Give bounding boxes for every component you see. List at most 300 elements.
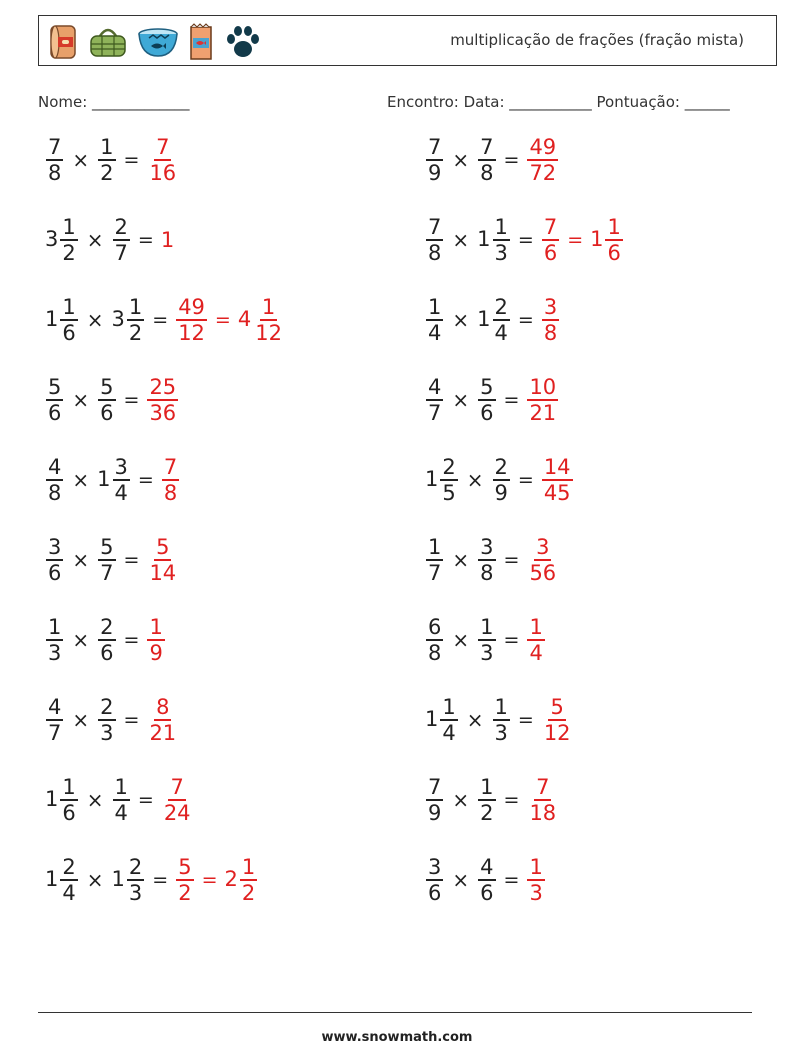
- numerator: 1: [494, 215, 508, 239]
- mixed-number: [425, 135, 444, 185]
- answer: [224, 855, 258, 905]
- denominator: 6: [62, 321, 76, 345]
- mixed-number: [477, 535, 496, 585]
- answer: [526, 855, 545, 905]
- fraction: [147, 535, 178, 585]
- denominator: 4: [442, 721, 456, 745]
- equals-sign: =: [201, 869, 218, 891]
- denominator: 9: [428, 161, 442, 185]
- fraction: [527, 615, 544, 665]
- denominator: 2: [100, 161, 114, 185]
- fraction: [542, 455, 573, 505]
- denominator: 4: [62, 881, 76, 905]
- answer: [146, 375, 179, 425]
- whole-part: 3: [45, 227, 59, 251]
- denominator: 3: [48, 641, 62, 665]
- numerator: 2: [494, 455, 508, 479]
- problem-4: [425, 210, 624, 270]
- mixed-number: [425, 615, 444, 665]
- whole-part: 1: [45, 867, 59, 891]
- numerator: 7: [170, 775, 184, 799]
- fraction: [605, 215, 622, 265]
- denominator: 6: [480, 401, 494, 425]
- fraction: [46, 455, 63, 505]
- denominator: 14: [149, 561, 177, 585]
- fraction: [253, 295, 284, 345]
- equals-sign: =: [137, 469, 154, 491]
- mixed-number: [492, 455, 511, 505]
- equals-sign: =: [503, 549, 520, 571]
- denominator: 18: [529, 801, 557, 825]
- times-sign: ×: [72, 628, 90, 652]
- answer: [526, 535, 559, 585]
- denominator: 5: [442, 481, 456, 505]
- answer: [238, 295, 285, 345]
- numerator: 2: [62, 855, 76, 879]
- answer: [146, 615, 165, 665]
- fraction: [46, 695, 63, 745]
- mixed-number: [45, 615, 64, 665]
- numerator: 5: [100, 535, 114, 559]
- numerator: 1: [62, 775, 76, 799]
- mixed-number: [97, 455, 131, 505]
- equals-sign: =: [123, 709, 140, 731]
- mixed-number: [45, 135, 64, 185]
- problem-17: [45, 770, 194, 830]
- fraction: [478, 775, 495, 825]
- fraction: [493, 455, 510, 505]
- fraction: [46, 535, 63, 585]
- fraction: [162, 775, 193, 825]
- fraction: [426, 135, 443, 185]
- answer: [590, 215, 624, 265]
- fraction: [426, 295, 443, 345]
- whole-part: 1: [425, 467, 439, 491]
- denominator: 3: [128, 881, 143, 905]
- numerator: 6: [428, 615, 442, 639]
- times-sign: ×: [452, 628, 470, 652]
- denominator: 8: [428, 641, 442, 665]
- numerator: 2: [100, 615, 114, 639]
- mixed-number: [425, 215, 444, 265]
- denominator: 3: [529, 881, 543, 905]
- equals-sign: =: [517, 469, 534, 491]
- denominator: 24: [163, 801, 191, 825]
- mixed-number: [45, 535, 64, 585]
- numerator: 3: [543, 295, 558, 319]
- denominator: 6: [428, 881, 442, 905]
- numerator: 1: [480, 615, 494, 639]
- fraction: [147, 695, 178, 745]
- equals-sign: =: [503, 389, 520, 411]
- numerator: 1: [261, 295, 276, 319]
- answer: [161, 775, 194, 825]
- numerator: 49: [529, 135, 557, 159]
- denominator: 6: [543, 241, 558, 265]
- footer-divider: [38, 1012, 752, 1013]
- denominator: 3: [494, 721, 508, 745]
- equals-sign: =: [123, 149, 140, 171]
- whole-part: 1: [97, 467, 111, 491]
- times-sign: ×: [452, 868, 470, 892]
- numerator: 3: [480, 535, 494, 559]
- times-sign: ×: [72, 148, 90, 172]
- answer: [146, 695, 179, 745]
- times-sign: ×: [452, 148, 470, 172]
- denominator: 6: [100, 641, 114, 665]
- equals-sign: =: [214, 309, 231, 331]
- fraction: [98, 615, 115, 665]
- denominator: 6: [607, 241, 621, 265]
- denominator: 4: [428, 321, 442, 345]
- numerator: 1: [529, 855, 543, 879]
- answer: [161, 455, 180, 505]
- mixed-number: [425, 455, 459, 505]
- denominator: 8: [428, 241, 442, 265]
- denominator: 4: [114, 801, 128, 825]
- mixed-number: [477, 215, 511, 265]
- fraction: [440, 695, 457, 745]
- denominator: 6: [100, 401, 114, 425]
- fraction: [127, 855, 144, 905]
- fraction: [46, 135, 63, 185]
- mixed-number: [112, 775, 131, 825]
- mixed-number: [112, 215, 131, 265]
- denominator: 8: [480, 561, 494, 585]
- numerator: 5: [480, 375, 494, 399]
- fraction: [542, 215, 559, 265]
- fraction: [147, 135, 178, 185]
- equals-sign: =: [123, 629, 140, 651]
- mixed-number: [45, 455, 64, 505]
- problem-7: [45, 370, 179, 430]
- problem-9: [45, 450, 180, 510]
- numerator: 2: [128, 855, 143, 879]
- problem-16: [425, 690, 574, 750]
- fraction: [46, 375, 63, 425]
- denominator: 6: [480, 881, 494, 905]
- numerator: 2: [494, 295, 508, 319]
- fraction: [478, 535, 495, 585]
- answer: [526, 775, 559, 825]
- mixed-number: [477, 135, 496, 185]
- mixed-number: [45, 295, 79, 345]
- numerator: 1: [149, 615, 163, 639]
- fraction: [98, 375, 115, 425]
- equals-sign: =: [503, 869, 520, 891]
- fraction: [527, 135, 558, 185]
- mixed-number: [425, 695, 459, 745]
- fraction: [60, 295, 77, 345]
- denominator: 4: [494, 321, 508, 345]
- worksheet-title: multiplicação de frações (fração mista): [450, 31, 744, 49]
- numerator: 1: [607, 215, 621, 239]
- numerator: 1: [442, 695, 456, 719]
- answer: [541, 695, 574, 745]
- denominator: 7: [100, 561, 114, 585]
- times-sign: ×: [86, 308, 104, 332]
- fraction: [240, 855, 257, 905]
- denominator: 6: [62, 801, 76, 825]
- denominator: 2: [128, 321, 143, 345]
- mixed-number: [477, 775, 496, 825]
- mixed-number: [45, 695, 64, 745]
- times-sign: ×: [466, 708, 484, 732]
- times-sign: ×: [86, 788, 104, 812]
- answer: [526, 375, 559, 425]
- fraction: [426, 855, 443, 905]
- numerator: 3: [114, 455, 128, 479]
- problem-20: [425, 850, 546, 910]
- times-sign: ×: [466, 468, 484, 492]
- mixed-number: [425, 775, 444, 825]
- mixed-number: [45, 775, 79, 825]
- denominator: 56: [529, 561, 557, 585]
- basket-icon: [88, 24, 128, 60]
- mixed-number: [97, 695, 116, 745]
- times-sign: ×: [86, 868, 104, 892]
- fraction: [98, 535, 115, 585]
- numerator: 7: [480, 135, 494, 159]
- fraction: [113, 455, 130, 505]
- fraction: [527, 535, 558, 585]
- mixed-number: [425, 855, 444, 905]
- whole-part: 1: [425, 707, 439, 731]
- mixed-number: [425, 375, 444, 425]
- numerator: 10: [529, 375, 557, 399]
- numerator: 25: [149, 375, 177, 399]
- equals-sign: =: [123, 549, 140, 571]
- fraction: [478, 135, 495, 185]
- answer: [541, 455, 574, 505]
- numerator: 49: [178, 295, 205, 319]
- numerator: 1: [494, 695, 508, 719]
- times-sign: ×: [72, 548, 90, 572]
- header-box: [38, 15, 777, 66]
- problem-6: [425, 290, 560, 350]
- denominator: 2: [480, 801, 494, 825]
- fraction: [98, 135, 115, 185]
- answer: [526, 615, 545, 665]
- equals-sign: =: [517, 709, 534, 731]
- numerator: 4: [428, 375, 442, 399]
- denominator: 12: [543, 721, 571, 745]
- denominator: 2: [178, 881, 192, 905]
- mixed-number: [425, 535, 444, 585]
- numerator: 8: [156, 695, 170, 719]
- denominator: 72: [529, 161, 557, 185]
- equals-sign: =: [517, 309, 534, 331]
- answer: [175, 855, 194, 905]
- numerator: 3: [536, 535, 550, 559]
- fraction: [60, 855, 77, 905]
- equals-sign: =: [137, 789, 154, 811]
- problem-11: [45, 530, 179, 590]
- equals-sign: =: [567, 229, 584, 251]
- denominator: 8: [48, 161, 62, 185]
- denominator: 21: [149, 721, 177, 745]
- fraction: [542, 295, 559, 345]
- mixed-number: [97, 615, 116, 665]
- denominator: 45: [543, 481, 571, 505]
- numerator: 2: [114, 215, 128, 239]
- fraction: [113, 215, 130, 265]
- fraction: [176, 855, 193, 905]
- fraction: [542, 695, 573, 745]
- fraction: [98, 695, 115, 745]
- numerator: 4: [48, 455, 62, 479]
- whole-part: 1: [45, 787, 59, 811]
- equals-sign: =: [517, 229, 534, 251]
- problem-18: [425, 770, 559, 830]
- mixed-number: [477, 295, 511, 345]
- problem-19: [45, 850, 258, 910]
- denominator: 7: [428, 401, 442, 425]
- mixed-number: [477, 615, 496, 665]
- mixed-number: [425, 295, 444, 345]
- numerator: 5: [100, 375, 114, 399]
- whole-part: 1: [160, 228, 175, 252]
- numerator: 3: [48, 535, 62, 559]
- denominator: 12: [255, 321, 282, 345]
- fraction: [127, 295, 144, 345]
- footer-url: www.snowmath.com: [321, 1030, 473, 1045]
- denominator: 6: [48, 401, 62, 425]
- problem-1: [45, 130, 179, 190]
- answer: [146, 535, 179, 585]
- times-sign: ×: [452, 548, 470, 572]
- fish-bowl-icon: [137, 26, 179, 58]
- numerator: 7: [428, 215, 442, 239]
- fraction: [493, 295, 510, 345]
- fraction: [478, 375, 495, 425]
- equals-sign: =: [123, 389, 140, 411]
- whole-part: 1: [45, 307, 59, 331]
- answer: [161, 228, 175, 252]
- fraction: [176, 295, 207, 345]
- equals-sign: =: [503, 149, 520, 171]
- times-sign: ×: [452, 388, 470, 412]
- numerator: 7: [536, 775, 550, 799]
- times-sign: ×: [452, 308, 470, 332]
- fraction: [426, 215, 443, 265]
- denominator: 8: [163, 481, 178, 505]
- times-sign: ×: [72, 468, 90, 492]
- denominator: 8: [48, 481, 62, 505]
- name-field-label: Nome: _____________: [38, 93, 190, 111]
- denominator: 7: [48, 721, 62, 745]
- fraction: [493, 215, 510, 265]
- numerator: 4: [480, 855, 494, 879]
- numerator: 7: [163, 455, 178, 479]
- date-score-label: Encontro: Data: ___________ Pontuação: ______: [387, 93, 730, 111]
- numerator: 3: [428, 855, 442, 879]
- numerator: 7: [543, 215, 558, 239]
- times-sign: ×: [72, 388, 90, 412]
- denominator: 16: [149, 161, 177, 185]
- numerator: 2: [442, 455, 456, 479]
- fraction: [527, 375, 558, 425]
- sausage-can-icon: [47, 23, 79, 61]
- denominator: 2: [241, 881, 256, 905]
- paw-print-icon: [223, 24, 263, 60]
- denominator: 12: [178, 321, 205, 345]
- numerator: 1: [100, 135, 114, 159]
- mixed-number: [97, 135, 116, 185]
- answer: [146, 135, 179, 185]
- denominator: 2: [62, 241, 76, 265]
- problem-13: [45, 610, 166, 670]
- answer: [175, 295, 208, 345]
- problem-12: [425, 530, 559, 590]
- whole-part: 2: [224, 867, 238, 891]
- whole-part: 1: [111, 867, 125, 891]
- problem-15: [45, 690, 179, 750]
- denominator: 7: [114, 241, 128, 265]
- problem-2: [425, 130, 559, 190]
- numerator: 1: [428, 295, 442, 319]
- numerator: 14: [543, 455, 571, 479]
- mixed-number: [45, 855, 79, 905]
- fraction: [426, 535, 443, 585]
- mixed-number: [112, 855, 146, 905]
- whole-part: 4: [237, 307, 252, 331]
- answer: [541, 215, 560, 265]
- denominator: 8: [480, 161, 494, 185]
- times-sign: ×: [72, 708, 90, 732]
- numerator: 1: [480, 775, 494, 799]
- fraction: [113, 775, 130, 825]
- times-sign: ×: [452, 228, 470, 252]
- denominator: 4: [114, 481, 128, 505]
- mixed-number: [97, 375, 116, 425]
- problem-10: [425, 450, 574, 510]
- denominator: 3: [480, 641, 494, 665]
- equals-sign: =: [503, 629, 520, 651]
- numerator: 7: [156, 135, 170, 159]
- whole-part: 1: [477, 307, 491, 331]
- fraction: [527, 855, 544, 905]
- fraction: [493, 695, 510, 745]
- numerator: 1: [241, 855, 256, 879]
- times-sign: ×: [452, 788, 470, 812]
- equals-sign: =: [503, 789, 520, 811]
- denominator: 9: [428, 801, 442, 825]
- header-icons: [47, 22, 263, 62]
- mixed-number: [477, 375, 496, 425]
- mixed-number: [492, 695, 511, 745]
- equals-sign: =: [152, 309, 169, 331]
- numerator: 1: [62, 215, 76, 239]
- fraction: [527, 775, 558, 825]
- fraction: [426, 375, 443, 425]
- numerator: 1: [48, 615, 62, 639]
- fraction: [478, 615, 495, 665]
- mixed-number: [45, 375, 64, 425]
- fraction: [162, 455, 179, 505]
- numerator: 4: [48, 695, 62, 719]
- fraction: [147, 615, 164, 665]
- numerator: 1: [114, 775, 128, 799]
- problem-3: [45, 210, 175, 270]
- numerator: 1: [529, 615, 543, 639]
- numerator: 2: [100, 695, 114, 719]
- mixed-number: [477, 855, 496, 905]
- numerator: 1: [128, 295, 143, 319]
- numerator: 7: [428, 775, 442, 799]
- fraction: [440, 455, 457, 505]
- numerator: 1: [428, 535, 442, 559]
